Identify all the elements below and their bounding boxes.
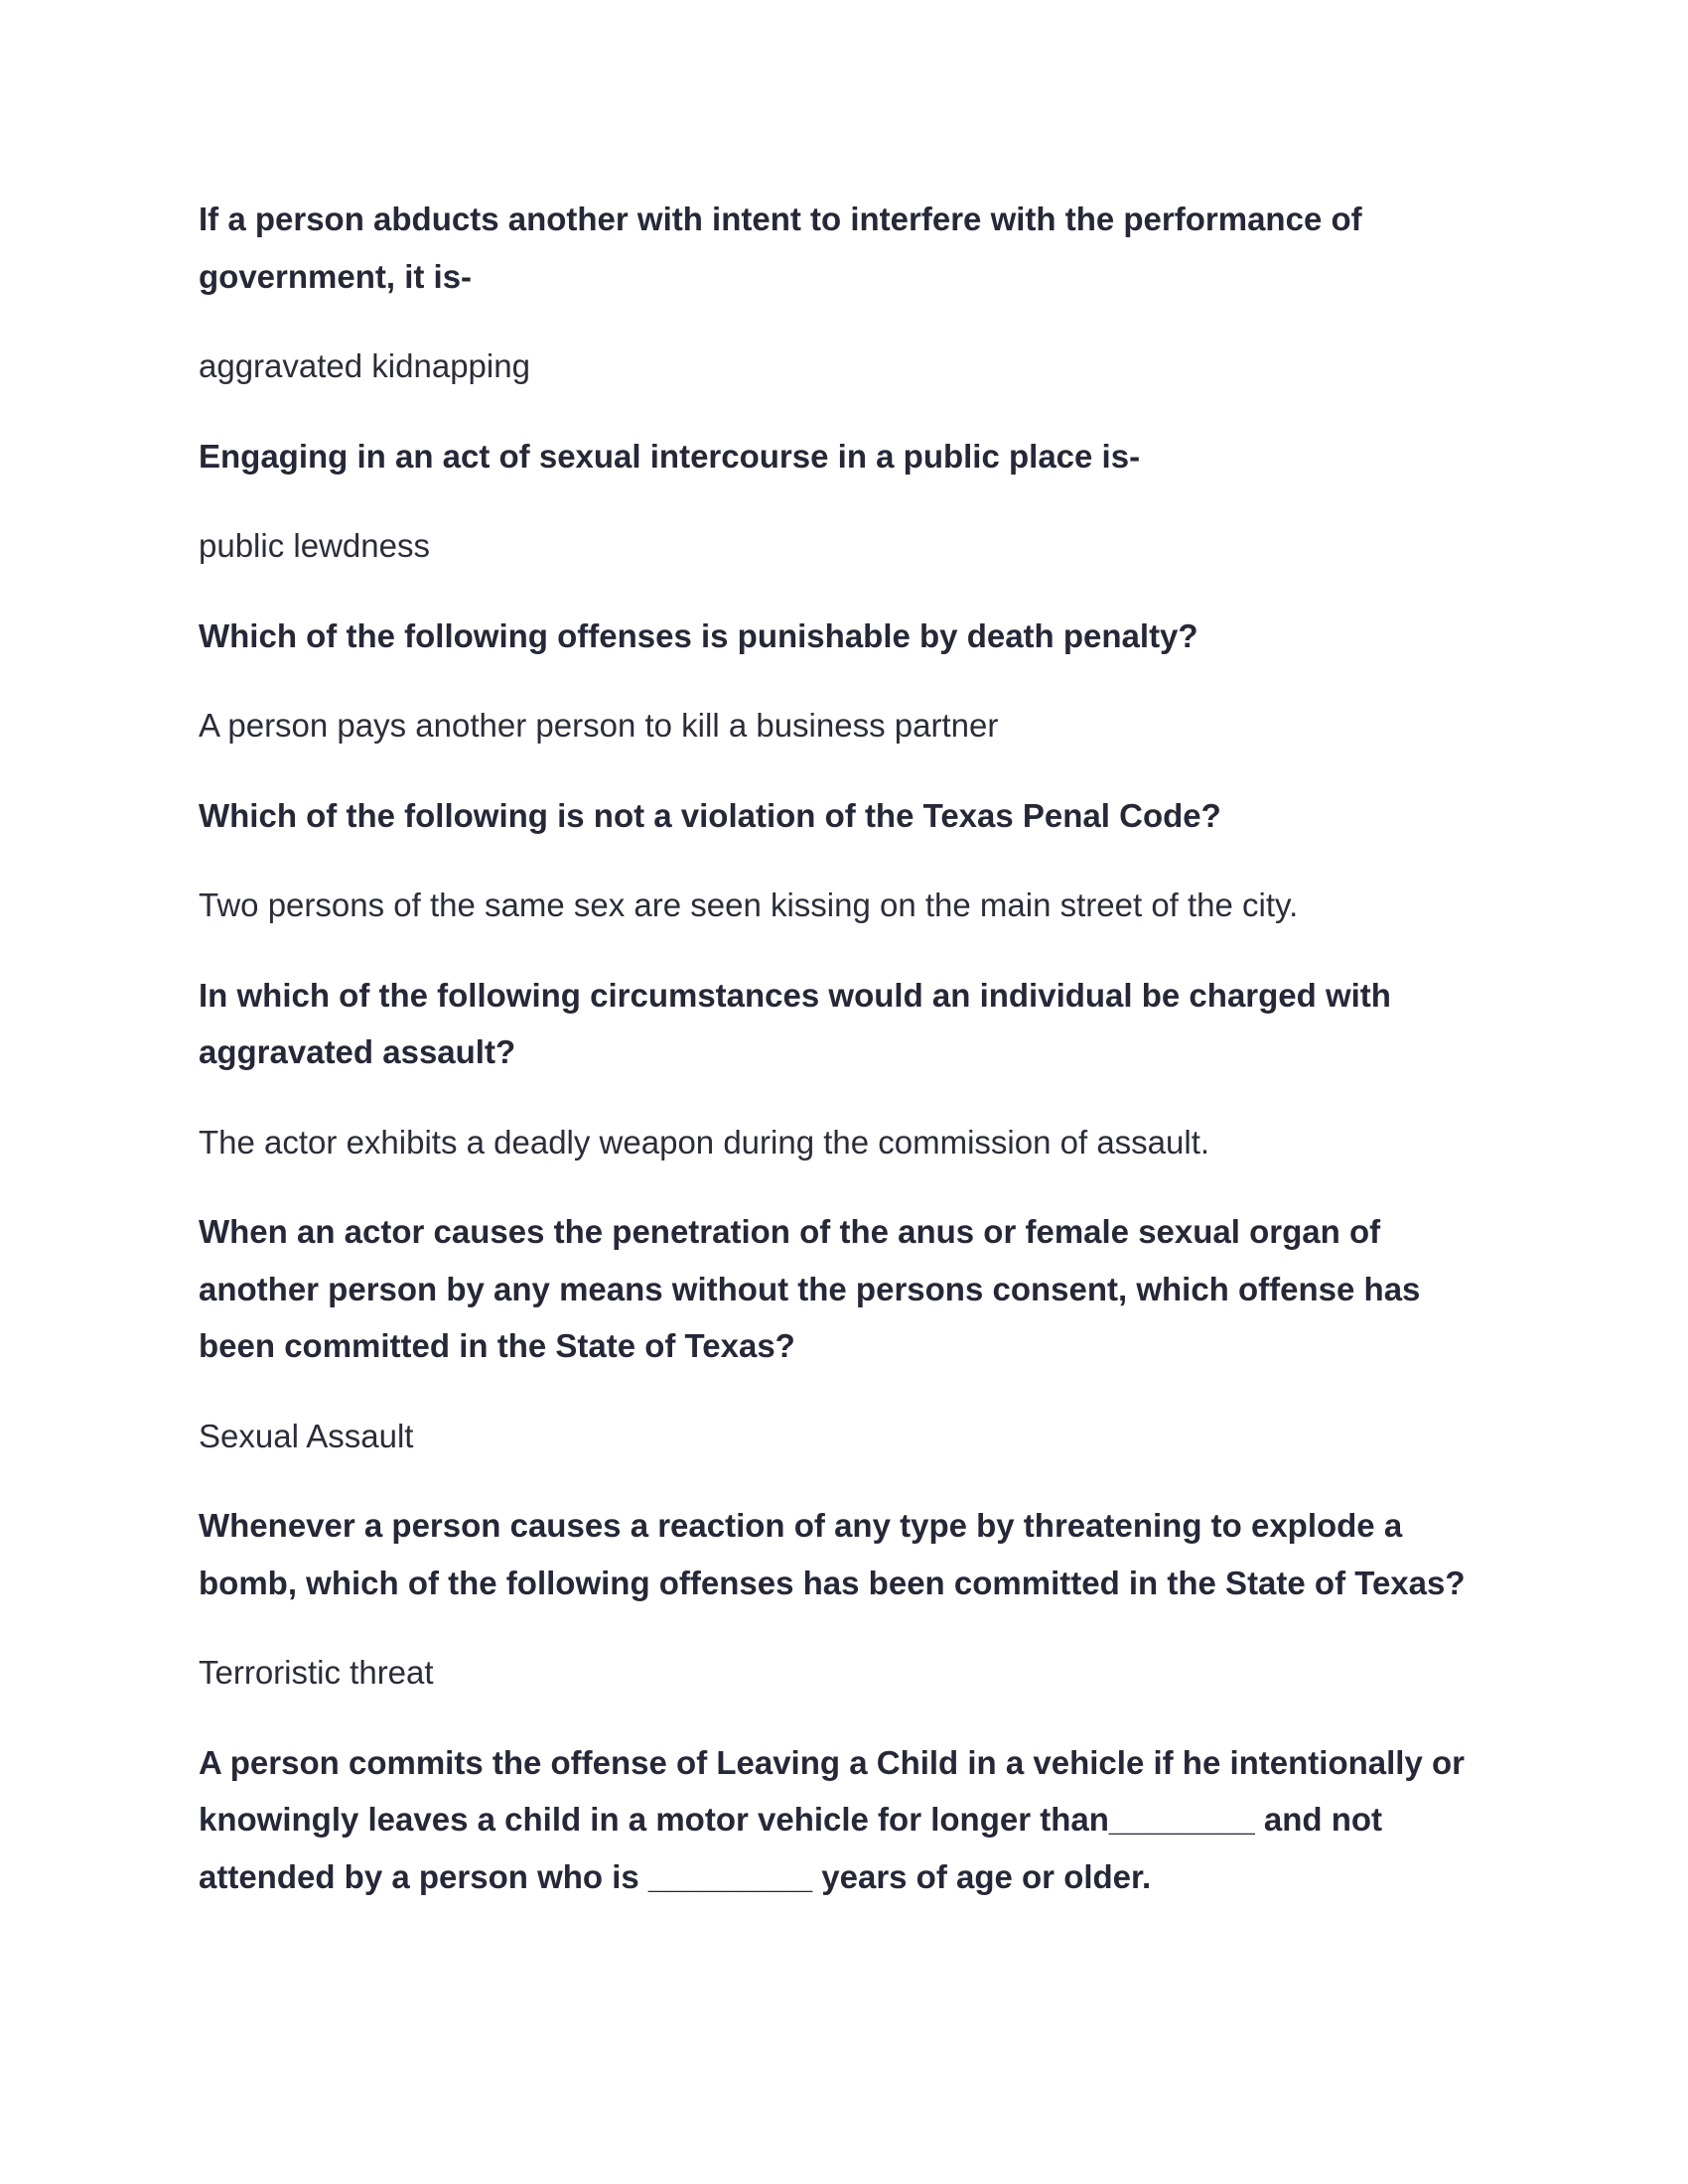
answer-3: A person pays another person to kill a business partner — [199, 707, 999, 744]
question-5: In which of the following circumstances would an individual be charged with aggravated assault? — [199, 976, 1391, 1070]
question-4: Which of the following is not a violation of the Texas Penal Code? — [199, 796, 1221, 834]
question-7: Whenever a person causes a reaction of any type by threatening to explode a bomb, which of the following offenses has been committed in the State of Texas? — [199, 1507, 1466, 1601]
answer-6: Sexual Assault — [199, 1417, 414, 1454]
question-1: If a person abducts another with intent to interfere with the performance of government, it is- — [199, 201, 1362, 295]
answer-2: public lewdness — [199, 527, 430, 564]
question-2: Engaging in an act of sexual intercourse in a public place is- — [199, 437, 1141, 475]
document-page — [199, 191, 1499, 1905]
answer-7: Terroristic threat — [199, 1654, 434, 1691]
answer-5: The actor exhibits a deadly weapon during the commission of assault. — [199, 1123, 1210, 1160]
answer-4: Two persons of the same sex are seen kissing on the main street of the city. — [199, 887, 1299, 923]
question-8: A person commits the offense of Leaving a Child in a vehicle if he intentionally or knowingly leaves a child in a motor vehicle for longer than________ and not attended by a person who is _________ years of age or older. — [199, 1743, 1465, 1895]
question-3: Which of the following offenses is punishable by death penalty? — [199, 616, 1198, 654]
question-6: When an actor causes the penetration of the anus or female sexual organ of another person by any means without the persons consent, which offense has been committed in the State of Texas? — [199, 1213, 1421, 1364]
answer-1: aggravated kidnapping — [199, 347, 530, 384]
